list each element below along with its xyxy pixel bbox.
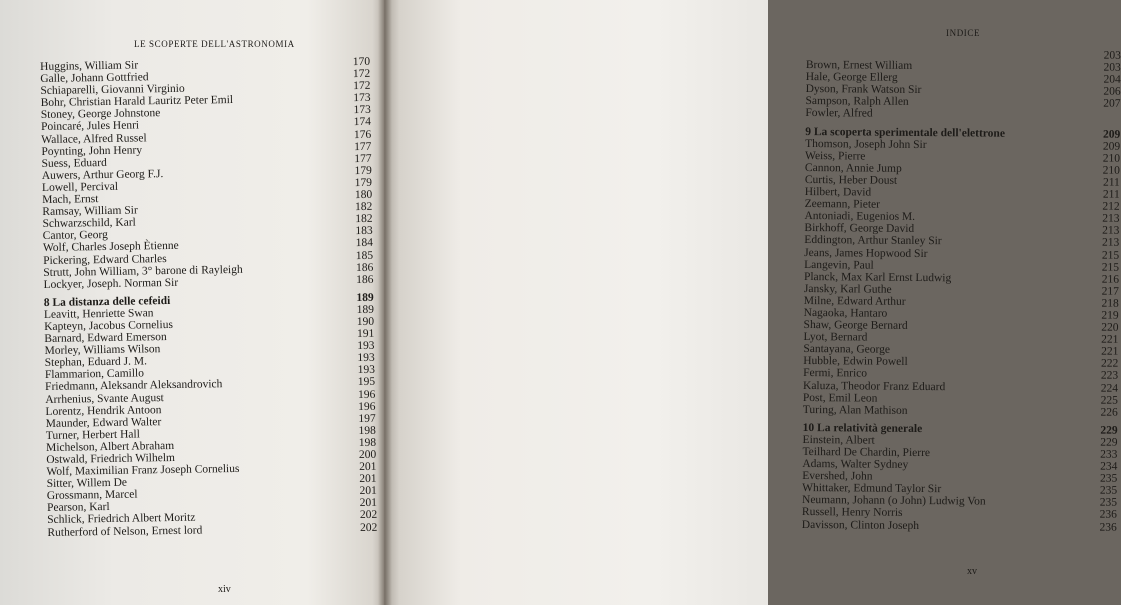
entry-page-number: 177 <box>354 140 372 153</box>
entry-name: Fermi, Enrico <box>803 367 868 380</box>
entry-page-number: 222 <box>1100 357 1119 371</box>
entry-name: Morley, Williams Wilson <box>44 343 161 358</box>
entry-page-number: 213 <box>1102 224 1120 238</box>
entry-name: Flammarion, Camillo <box>44 367 145 382</box>
entry-page-number: 207 <box>1103 97 1121 111</box>
entry-page-number: 190 <box>356 315 375 329</box>
entry-page-number: 200 <box>358 448 377 462</box>
entry-name: Wallace, Alfred Russel <box>41 131 147 146</box>
entry-name: Cantor, Georg <box>42 229 108 243</box>
entry-name: Bohr, Christian Harald Lauritz Peter Emil <box>40 94 234 110</box>
entry-page-number: 202 <box>359 509 378 522</box>
index-entry <box>805 107 1120 122</box>
entry-page-number: 191 <box>356 327 375 341</box>
entry-name: Langevin, Paul <box>804 258 874 272</box>
left-page <box>0 0 384 605</box>
entry-name: Strutt, John William, 3° barone di Rayleigh <box>43 263 243 279</box>
entry-name: Lyot, Bernard <box>803 331 868 344</box>
entry-page-number: 172 <box>353 80 371 93</box>
entry-name: Kapteyn, Jacobus Cornelius <box>44 318 173 333</box>
entry-name: Ramsay, William Sir <box>42 204 138 219</box>
entry-page-number: 224 <box>1100 382 1119 395</box>
entry-name: Dyson, Frank Watson Sir <box>805 83 922 97</box>
entry-page-number: 193 <box>357 352 375 365</box>
entry-page-number: 173 <box>353 92 371 105</box>
entry-name: Schwarzschild, Karl <box>42 216 136 231</box>
entry-name: Weiss, Pierre <box>804 149 866 163</box>
entry-name: Pickering, Edward Charles <box>43 252 167 267</box>
entry-page-number: 179 <box>354 176 373 190</box>
entry-page-number: 198 <box>358 424 376 437</box>
entry-page-number: 217 <box>1101 285 1119 298</box>
entry-name: Hilbert, David <box>804 186 872 199</box>
entry-page-number: 219 <box>1101 309 1119 322</box>
entry-page-number: 201 <box>359 485 377 498</box>
entry-name: Poincaré, Jules Henri <box>40 119 140 134</box>
entry-name: Schlick, Friedrich Albert Moritz <box>47 512 196 527</box>
entry-name: Wolf, Charles Joseph Ètienne <box>42 240 179 255</box>
entry-page-number: 196 <box>358 400 376 413</box>
entry-name: Leavitt, Henriette Swan <box>43 307 154 321</box>
entry-name: Hale, George Ellerg <box>805 71 898 84</box>
entry-name: Grossmann, Marcel <box>46 488 138 503</box>
entry-name: Lockyer, Joseph. Norman Sir <box>43 276 179 291</box>
entry-page-number: 212 <box>1102 200 1120 213</box>
entry-page-number: 234 <box>1100 460 1118 473</box>
entry-page-number: 236 <box>1099 521 1117 534</box>
page-folio-left: xiv <box>218 584 231 595</box>
entry-page-number: 211 <box>1102 176 1120 189</box>
entry-name: Turing, Alan Mathison <box>802 403 908 417</box>
entry-name: Rutherford of Nelson, Ernest lord <box>47 524 203 539</box>
entry-name: Hubble, Edwin Powell <box>803 355 908 369</box>
entry-name: Lorentz, Hendrik Antoon <box>45 403 162 418</box>
entry-page-number: 218 <box>1101 297 1119 310</box>
entry-page-number: 193 <box>357 364 375 377</box>
entry-page-number: 203 <box>1103 61 1121 74</box>
entry-page-number: 197 <box>358 412 376 425</box>
entry-name: Arrhenius, Svante August <box>45 391 164 406</box>
entry-page-number: 221 <box>1101 345 1119 358</box>
entry-name: Jansky, Karl Guthe <box>803 282 892 296</box>
entry-name: Curtis, Heber Doust <box>804 173 898 187</box>
entry-page-number: 235 <box>1099 472 1118 485</box>
index-entries-right <box>802 47 1121 533</box>
entry-page-number: 173 <box>353 104 371 117</box>
entry-page-number: 193 <box>357 339 375 353</box>
section-title: 8 La distanza delle cefeidi <box>43 294 171 309</box>
running-header-right: INDICE <box>946 28 981 38</box>
entry-page-number: 221 <box>1101 333 1119 346</box>
entry-name: Friedmann, Aleksandr Aleksandrovich <box>45 378 223 394</box>
entry-page-number: 201 <box>359 497 378 510</box>
entry-name: Nagaoka, Hantaro <box>803 306 888 320</box>
section-title: 9 La scoperta sperimentale dell'elettrone <box>805 125 1006 140</box>
entry-page-number: 170 <box>352 55 371 69</box>
entry-page-number: 196 <box>357 388 376 401</box>
entry-page-number: 185 <box>355 249 374 262</box>
entry-name: Poynting, John Henry <box>41 144 143 158</box>
entry-page-number: 236 <box>1099 509 1117 522</box>
entry-name: Michelson, Albert Abraham <box>45 439 175 454</box>
entry-name: Wolf, Maximilian Franz Joseph Cornelius <box>46 463 240 479</box>
entry-name: Evershed, John <box>802 470 873 483</box>
entry-page-number: 235 <box>1099 496 1118 510</box>
entry-page-number: 210 <box>1102 164 1120 177</box>
entry-name: Stoney, George Johnstone <box>40 107 161 122</box>
entry-page-number: 210 <box>1102 152 1121 165</box>
entry-name: Pearson, Karl <box>46 501 110 515</box>
entry-name: Davisson, Clinton Joseph <box>801 518 920 532</box>
entry-name: Post, Emil Leon <box>802 391 878 405</box>
entry-name: Stephan, Eduard J. M. <box>44 355 148 370</box>
entry-name: Zeemann, Pieter <box>804 198 881 211</box>
entry-page-number: 198 <box>358 436 377 449</box>
entry-page-number: 209 <box>1102 128 1121 141</box>
entry-page-number: 225 <box>1100 394 1118 407</box>
entry-page-number: 189 <box>356 291 374 304</box>
entry-name: Huggins, William Sir <box>40 59 139 73</box>
section-title: 10 La relatività generale <box>802 421 923 435</box>
entry-name: Adams, Walter Sydney <box>802 458 909 472</box>
entry-page-number: 182 <box>354 200 373 214</box>
entry-page-number: 213 <box>1101 236 1120 250</box>
entry-page-number: 174 <box>353 116 372 129</box>
entry-page-number: 186 <box>356 273 374 286</box>
book-gutter <box>378 0 392 605</box>
entry-page-number: 176 <box>353 128 372 141</box>
entry-page-number: 229 <box>1100 424 1118 437</box>
right-page <box>384 0 1121 605</box>
entry-page-number: 223 <box>1100 370 1119 383</box>
entry-page-number: 183 <box>355 225 373 238</box>
entry-page-number: 189 <box>356 303 375 316</box>
entry-page-number: 179 <box>354 164 372 177</box>
index-entry <box>803 404 1118 419</box>
entry-page-number: 195 <box>357 376 376 389</box>
entry-name: Eddington, Arthur Stanley Sir <box>804 234 942 248</box>
entry-page-number: 202 <box>360 521 378 534</box>
entry-name: Auwers, Arthur Georg F.J. <box>41 167 164 182</box>
entry-page-number: 220 <box>1101 321 1119 334</box>
entry-name: Teilhard De Chardin, Pierre <box>802 445 931 460</box>
entry-name: Galle, Johann Gottfried <box>40 71 149 86</box>
entry-page-number: 177 <box>354 152 372 165</box>
entry-name: Neumann, Johann (o John) Ludwig Von <box>801 494 986 508</box>
entry-name: Sitter, Willem De <box>46 476 128 491</box>
entry-name: Barnard, Edward Emerson <box>44 331 167 346</box>
entry-page-number: 201 <box>359 460 377 474</box>
entry-page-number: 215 <box>1101 249 1120 262</box>
entry-page-number: 182 <box>355 213 373 226</box>
entry-name: Thomson, Joseph John Sir <box>805 137 927 151</box>
entry-page-number: 180 <box>354 188 373 202</box>
entry-page-number: 186 <box>355 261 374 274</box>
entry-name: Ostwald, Friedrich Wilhelm <box>46 451 176 466</box>
running-header-left: LE SCOPERTE DELL'ASTRONOMIA <box>134 39 295 49</box>
entry-page-number: 226 <box>1100 406 1118 419</box>
entry-name: Russell, Henry Norris <box>801 506 903 520</box>
entry-page-number: 235 <box>1099 484 1118 498</box>
index-entry <box>802 519 1117 534</box>
entry-page-number: 216 <box>1101 273 1120 286</box>
entry-name: Whittaker, Edmund Taylor Sir <box>802 482 942 496</box>
entry-page-number: 201 <box>359 472 377 486</box>
entry-page-number: 213 <box>1102 212 1120 225</box>
entry-name: Shaw, George Bernard <box>803 319 908 332</box>
entry-page-number: 203 <box>1103 49 1121 62</box>
entry-name: Einstein, Albert <box>802 433 875 447</box>
entry-page-number: 204 <box>1103 73 1121 86</box>
entry-name: Fowler, Alfred <box>805 107 873 121</box>
entry-page-number: 211 <box>1102 188 1120 201</box>
entry-page-number: 215 <box>1101 261 1120 274</box>
entry-name: Milne, Edward Arthur <box>803 294 906 308</box>
index-entries-left <box>40 56 377 539</box>
entry-name: Santayana, George <box>803 343 891 356</box>
entry-page-number: 206 <box>1103 85 1121 99</box>
entry-name: Cannon, Annie Jump <box>804 161 902 175</box>
entry-name: Planck, Max Karl Ernst Ludwig <box>803 270 952 284</box>
entry-page-number: 209 <box>1102 140 1121 153</box>
entry-name: Antoniadi, Eugenios M. <box>804 210 916 224</box>
entry-page-number: 233 <box>1100 448 1118 461</box>
entry-name: Birkhoff, George David <box>804 222 915 236</box>
entry-name: Mach, Ernst <box>42 193 99 207</box>
entry-name: Brown, Ernest William <box>805 59 913 73</box>
entry-name: Sampson, Ralph Allen <box>805 95 909 109</box>
entry-page-number: 172 <box>352 67 371 81</box>
entry-page-number: 184 <box>355 237 373 250</box>
entry-name: Schiaparelli, Giovanni Virginio <box>40 82 185 98</box>
entry-page-number: 229 <box>1100 436 1118 449</box>
entry-name: Maunder, Edward Walter <box>45 415 162 430</box>
entry-name: Suess, Eduard <box>41 156 107 170</box>
entry-name: Turner, Herbert Hall <box>45 428 140 442</box>
entry-name: Lowell, Percival <box>41 180 119 194</box>
entry-name: Jeans, James Hopwood Sir <box>804 246 928 260</box>
entry-name: Kaluza, Theodor Franz Eduard <box>802 379 946 393</box>
page-folio-right: xv <box>967 566 977 577</box>
